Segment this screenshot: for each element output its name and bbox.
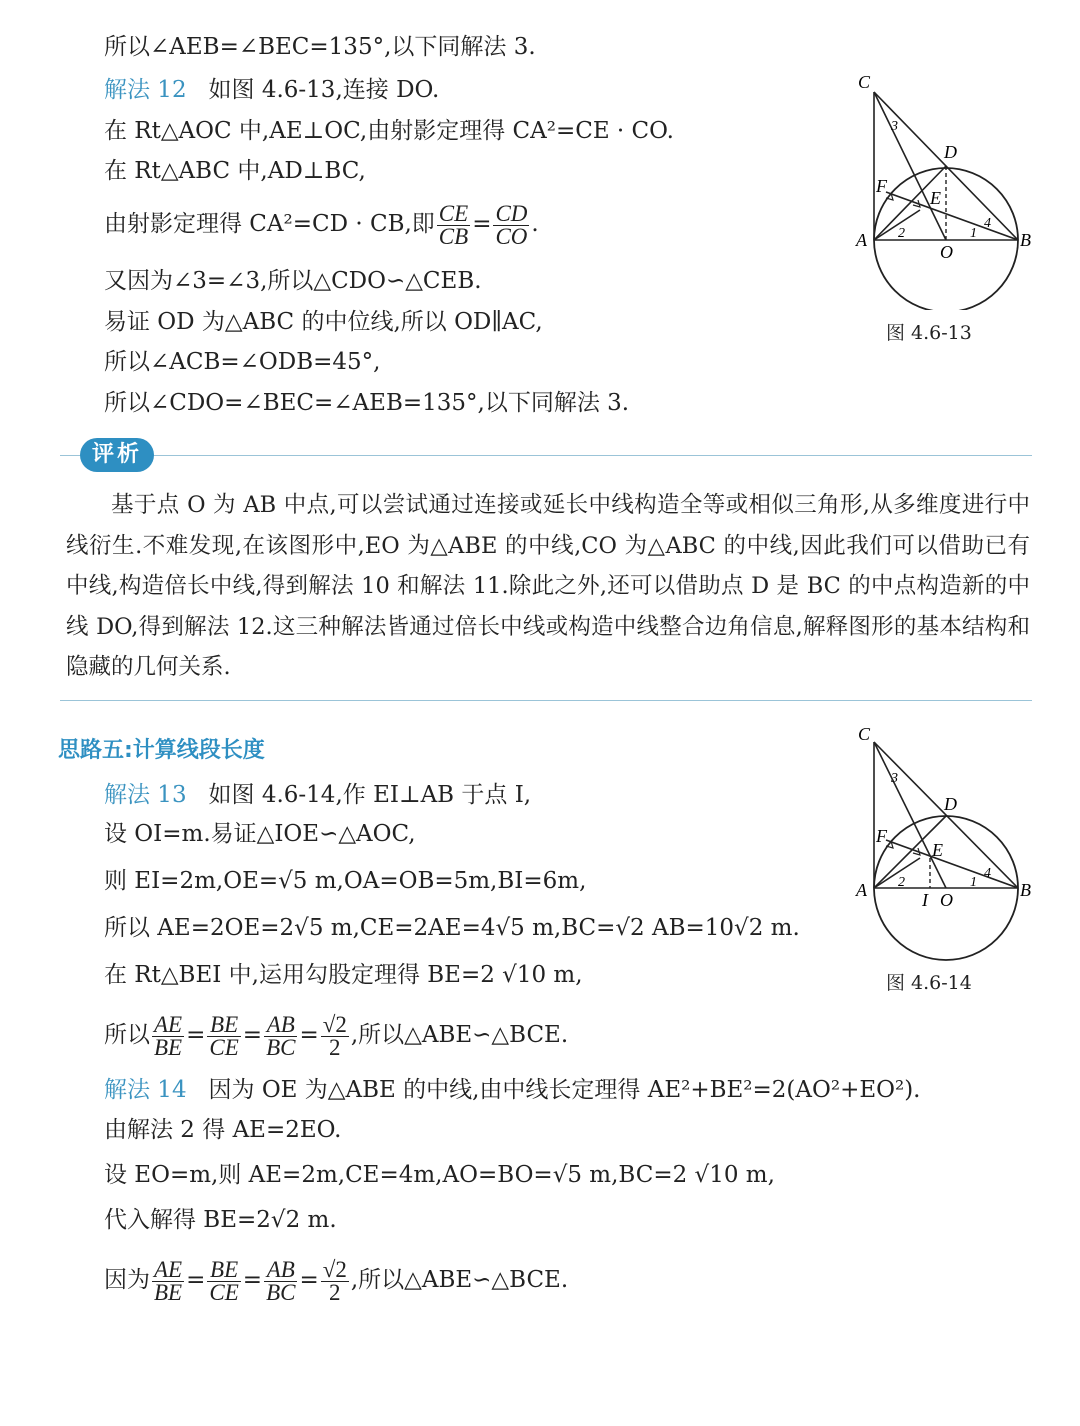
fig13-label: 1	[970, 226, 977, 241]
fig13-label: E	[930, 188, 941, 208]
figure-4-6-14	[850, 722, 1040, 962]
fig14-label: 1	[970, 875, 977, 890]
text-line: 所以∠ACB=∠ODB=45°,	[104, 349, 381, 375]
fig13-label: C	[858, 72, 871, 92]
fig14-label: 3	[891, 771, 898, 786]
fig14-label: O	[940, 890, 953, 910]
review-separator	[60, 455, 1032, 456]
fig14-label: E	[932, 840, 943, 860]
text-line: 易证 OD 为△ABC 的中位线,所以 OD∥AC,	[104, 309, 543, 335]
section-title: 思路五:计算线段长度	[58, 738, 265, 763]
text-line: 在 Rt△ABC 中,AD⊥BC,	[104, 158, 366, 184]
fraction: $\frac{CE}{CB}$	[438, 200, 469, 249]
method-label: 解法 14	[104, 1077, 187, 1103]
fig13-label: F	[876, 176, 887, 196]
projection-prefix: 由射影定理得 CA²=CD · CB,即	[104, 211, 435, 237]
fraction: $\frac{CD}{CO}$	[495, 200, 528, 249]
fig13-label: A	[856, 230, 867, 250]
text-line: 又因为∠3=∠3,所以△CDO∽△CEB.	[104, 268, 482, 294]
fig14-label: F	[876, 826, 887, 846]
method-text: 因为 OE 为△ABE 的中线,由中线长定理得 AE²+BE²=2(AO²+EO²).	[208, 1077, 921, 1103]
text-line: 在 Rt△BEI 中,运用勾股定理得 BE=2 √10 m,	[104, 962, 583, 988]
figure-4-6-13	[850, 70, 1040, 310]
text-line: 代入解得 BE=2√2 m.	[104, 1207, 337, 1233]
review-paragraph	[66, 485, 1030, 688]
review-badge: 评析	[80, 438, 154, 472]
text-line: 所以∠AEB=∠BEC=135°,以下同解法 3.	[104, 34, 536, 60]
fig14-label: D	[944, 794, 957, 814]
text-line: 由解法 2 得 AE=2EO.	[104, 1117, 342, 1143]
fig13-label: 3	[891, 119, 898, 134]
method-label: 解法 13	[104, 782, 187, 808]
fig13-label: 2	[898, 226, 905, 241]
projection-line: 由射影定理得 CA²=CD · CB,即 $\frac{CE}{CB}$ = $\frac{CD}{CO}$ .	[104, 200, 539, 249]
method-14-line	[104, 1075, 921, 1105]
review-text: 基于点 O 为 AB 中点,可以尝试通过连接或延长中线构造全等或相似三角形,从多维度进行中线衍生.不难发现,在该图形中,EO 为△ABE 的中线,CO 为△ABC 的中线,因此我们可以借助已有中线,构造倍长中线,得到解法 10 和解法 11.除此之外,还可以借助点 D 是 BC 的中点构造新的中线 DO,得到解法 12.这三种解法皆通过倍长中线或构造中线整合边角信息,解释图形的基本结构和隐藏的几何关系.	[66, 492, 1030, 680]
fig14-label: 4	[984, 866, 991, 881]
text-line: 则 EI=2m,OE=√5 m,OA=OB=5m,BI=6m,	[104, 868, 587, 894]
text-line: 在 Rt△AOC 中,AE⊥OC,由射影定理得 CA²=CE · CO.	[104, 118, 674, 144]
fig14-label: C	[858, 724, 871, 744]
fig14-label: A	[856, 880, 867, 900]
fig13-label: 4	[984, 216, 991, 231]
fig13-label: D	[944, 142, 957, 162]
section-separator	[60, 700, 1032, 701]
method-text: 如图 4.6-13,连接 DO.	[208, 77, 440, 103]
ratio-line: 所以 $\frac{AE}{BE}$ = $\frac{BE}{CE}$ = $\frac{AB}{BC}$ = $\frac{√2}{2}$ ,所以△ABE∽△BCE.	[104, 1011, 569, 1060]
fig14-label: B	[1020, 880, 1031, 900]
text-line: 所以 AE=2OE=2√5 m,CE=2AE=4√5 m,BC=√2 AB=10√2 m.	[104, 915, 800, 941]
method-text: 如图 4.6-14,作 EI⊥AB 于点 I,	[208, 782, 532, 808]
fig13-label: B	[1020, 230, 1031, 250]
text-line: 设 EO=m,则 AE=2m,CE=4m,AO=BO=√5 m,BC=2 √10 m,	[104, 1162, 775, 1188]
fig13-label: O	[940, 242, 953, 262]
method-13-line	[104, 780, 531, 810]
fig14-label: 2	[898, 875, 905, 890]
method-label: 解法 12	[104, 77, 187, 103]
ratio-line: 因为 $\frac{AE}{BE}$ = $\frac{BE}{CE}$ = $\frac{AB}{BC}$ = $\frac{√2}{2}$ ,所以△ABE∽△BCE.	[104, 1256, 569, 1305]
figure-caption: 图 4.6-13	[886, 322, 972, 344]
figure-caption: 图 4.6-14	[886, 972, 972, 994]
text-line: 所以∠CDO=∠BEC=∠AEB=135°,以下同解法 3.	[104, 390, 630, 416]
fig14-label: I	[922, 890, 928, 910]
text-line: 设 OI=m.易证△IOE∽△AOC,	[104, 821, 416, 847]
method-12-line	[104, 75, 439, 105]
